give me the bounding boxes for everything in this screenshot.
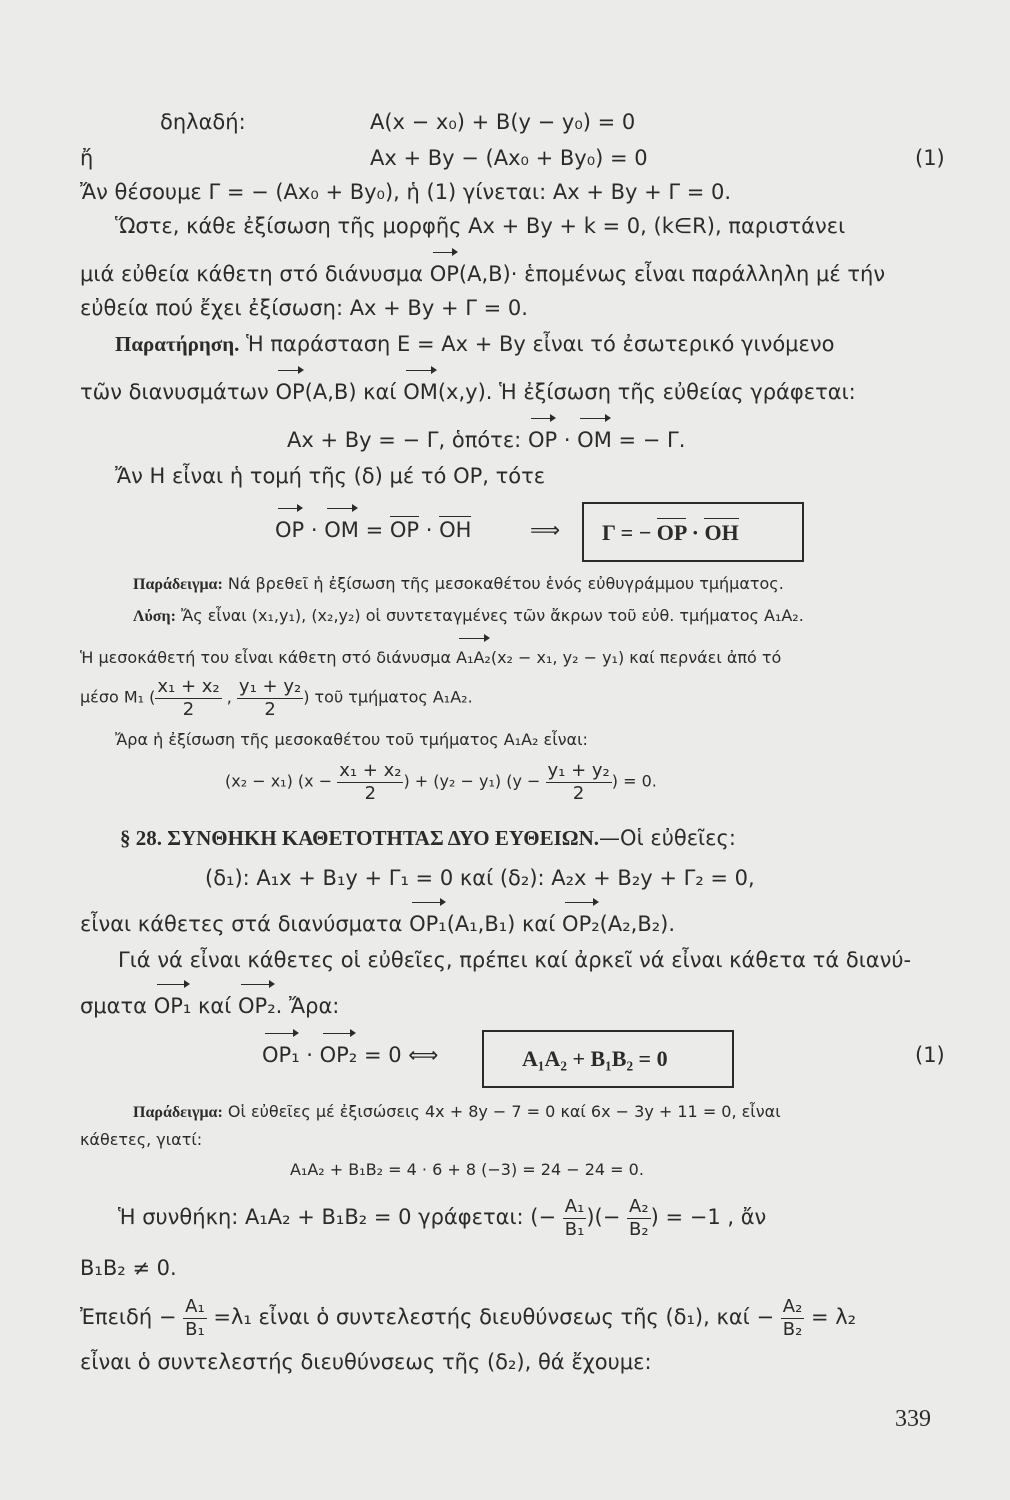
vector-op2: OP₂ [319, 1043, 358, 1067]
fraction-y-mid-den: 2 [264, 698, 276, 720]
vector-om: OM [577, 428, 612, 452]
midpoint-text-a: μέσο M₁ ( [80, 687, 156, 707]
fraction-x-bis-num: x₁ + x₂ [339, 760, 402, 781]
line-1-equation: A(x − x₀) + B(y − y₀) = 0 [370, 110, 636, 134]
result-box-1-text [602, 520, 739, 546]
cond-text-a: Ἡ συνθήκη: A₁A₂ + B₁B₂ = 0 γράφεται: (− [118, 1205, 563, 1230]
box-1-dot: · [686, 520, 705, 545]
line-1-label: δηλαδή: [160, 110, 246, 134]
perpendicular-vectors-line [80, 912, 675, 937]
line-2-label: ἤ [80, 146, 94, 170]
fraction-slope-2 [781, 1296, 805, 1340]
solution-line-2-text-a: Ἡ μεσοκάθετή του εἶναι κάθετη στό διάνυσμα [80, 648, 457, 667]
vector-op1: OP₁ [262, 1043, 300, 1067]
vector-op1: OP₁ [153, 994, 192, 1018]
line-2-equation: Ax + By − (Ax₀ + By₀) = 0 [370, 146, 648, 170]
bisector-text-a: (x₂ − x₁) (x − [225, 771, 338, 791]
fraction-x-mid-den: 2 [182, 698, 195, 720]
section-heading: § 28. ΣΥΝΘΗΚΗ ΚΑΘΕΤΟΤΗΤΑΣ ΔΥΟ ΕΥΘΕΙΩΝ. [120, 826, 600, 850]
fraction-slope-1-num: A₁ [183, 1296, 207, 1319]
example-2-line [133, 1102, 781, 1122]
box-segment-oh: OH [704, 520, 739, 545]
segment-oh: OH [439, 518, 472, 542]
lines-equations: (δ₁): A₁x + B₁y + Γ₁ = 0 καί (δ₂): A₂x + B₂y + Γ₂ = 0, [205, 866, 755, 890]
fraction-x-bis [337, 760, 403, 804]
fraction-x-bis-den: 2 [364, 782, 377, 804]
line-11 [275, 518, 471, 543]
example-2-calc: A₁A₂ + B₁B₂ = 4 · 6 + 8 (−3) = 24 − 24 = 0. [290, 1160, 644, 1179]
bisector-equation [225, 760, 657, 804]
dp-dot: · [299, 1043, 320, 1067]
fraction-y-bis-den: 2 [572, 782, 585, 804]
line-9-dot: · [557, 428, 578, 452]
slope-text-c: = λ₂ [804, 1305, 857, 1330]
line-8-text-c: (x,y). Ἡ ἐξίσωση τῆς εὐθείας γράφεται: [437, 380, 856, 404]
vector-op1: OP₁ [409, 912, 447, 936]
line-9-text-c: = − Γ. [611, 428, 686, 452]
vector-op: OP [275, 518, 305, 542]
vector-om: OM [403, 380, 438, 404]
dot-product-line [262, 1043, 438, 1068]
line-4: Ὥστε, κάθε ἐξίσωση τῆς μορφῆς Ax + By + k = 0, (k∈R), παριστάνει [115, 214, 846, 238]
midpoint-sep: , [221, 687, 237, 707]
result-box-2 [482, 1030, 734, 1088]
remark-heading: Παρατήρηση. [115, 332, 240, 356]
solution-line-2 [80, 648, 781, 667]
perp-text-c: (A₂,B₂). [599, 912, 676, 936]
solution-line [133, 606, 804, 626]
vt-text-a: σματα [80, 994, 154, 1018]
fraction-y-mid [237, 676, 303, 720]
line-5 [80, 262, 885, 287]
fraction-a2-b2-den: B₂ [629, 1218, 649, 1240]
vt-text-c: . Ἄρα: [275, 994, 340, 1018]
midpoint-text-b: ) τοῦ τμήματος A₁A₂. [303, 687, 473, 707]
solution-line-2-text-b: (x₂ − x₁, y₂ − y₁) καί περνάει ἀπό τό [490, 648, 782, 667]
line-10: Ἄν H εἶναι ἡ τομή τῆς (δ) μέ τό OP, τότε [115, 464, 546, 488]
example-1-heading: Παράδειγμα: [133, 576, 223, 593]
vector-om: OM [324, 518, 359, 542]
condition-line-2: B₁B₂ ≠ 0. [80, 1256, 177, 1280]
solution-text: Ἄς εἶναι (x₁,y₁), (x₂,y₂) οἱ συντεταγμένες τῶν ἄκρων τοῦ εὐθ. τμήματος A₁A₂. [175, 606, 804, 625]
example-1-text: Νά βρεθεῖ ἡ ἐξίσωση τῆς μεσοκαθέτου ἑνός εὐθυγράμμου τμήματος. [222, 574, 784, 593]
vector-op: OP [527, 428, 558, 452]
fraction-a2-b2 [627, 1196, 651, 1240]
bisector-text-c: ) = 0. [611, 771, 657, 791]
fraction-x-mid-num: x₁ + x₂ [157, 676, 220, 697]
page-number: 339 [895, 1406, 931, 1432]
line-5-text-b: (A,B)· ἑπομένως εἶναι παράλληλη μέ τήν [458, 262, 886, 286]
condition-line [118, 1196, 766, 1240]
vector-op2: OP₂ [238, 994, 276, 1018]
line-9 [287, 428, 685, 453]
result-box-1 [582, 502, 804, 562]
slope-text-a: Ἐπειδή − [80, 1305, 184, 1330]
fraction-y-mid-num: y₁ + y₂ [238, 676, 302, 697]
cond-text-c: ) = −1 , ἄν [650, 1205, 767, 1230]
section-heading-line [120, 826, 736, 851]
line-8-text-a: τῶν διανυσμάτων [80, 380, 276, 404]
perp-text-a: εἶναι κάθετες στά διανύσματα [80, 912, 410, 936]
midpoint-line [80, 676, 473, 720]
fraction-a2-b2-num: A₂ [627, 1196, 651, 1219]
section-heading-rest: —Οἱ εὐθεῖες: [599, 826, 736, 850]
segment-op: OP [389, 518, 420, 542]
line-8-text-b: (A,B) καί [304, 380, 404, 404]
vectors-therefore-line [80, 994, 339, 1019]
remark-text: Ἡ παράσταση E = Ax + By εἶναι τό ἐσωτερικό γινόμενο [239, 332, 835, 356]
slope-line [80, 1296, 856, 1340]
perp-text-b: (A₁,B₁) καί [446, 912, 563, 936]
line-11-dot-2: · [419, 518, 440, 542]
cond-text-b: )(− [586, 1205, 628, 1230]
slope-text-b: =λ₁ εἶναι ὁ συντελεστής διευθύνσεως τῆς (δ₁), καί − [206, 1305, 781, 1330]
box-segment-op: OP [656, 520, 687, 545]
equation-number-2: (1) [915, 1043, 945, 1067]
line-8 [80, 380, 856, 405]
fraction-y-bis-num: y₁ + y₂ [547, 760, 610, 781]
remark-line [115, 332, 834, 357]
example-2-line-2: κάθετες, γιατί: [80, 1130, 203, 1149]
vector-op2: OP₂ [562, 912, 600, 936]
implies-arrow: ⟹ [530, 518, 561, 542]
solution-heading: Λύση: [133, 608, 176, 625]
example-1-line [133, 574, 784, 594]
fraction-slope-1 [183, 1296, 207, 1340]
box-1-text-a: Γ = − [602, 520, 657, 545]
line-11-equals: = [358, 518, 390, 542]
dp-equiv: = 0 ⟺ [357, 1043, 439, 1067]
fraction-slope-1-den: B₁ [185, 1318, 205, 1340]
vector-op: OP [275, 380, 305, 404]
fraction-y-bis [546, 760, 612, 804]
example-2-heading: Παράδειγμα: [133, 1104, 223, 1121]
line-11-dot: · [304, 518, 325, 542]
example-2-text: Οἱ εὐθεῖες μέ ἐξισώσεις 4x + 8y − 7 = 0 καί 6x − 3y + 11 = 0, εἶναι [222, 1102, 781, 1121]
solution-line-3: Ἄρα ἡ ἐξίσωση τῆς μεσοκαθέτου τοῦ τμήματος A₁A₂ εἶναι: [115, 730, 588, 749]
condition-text-line: Γιά νά εἶναι κάθετες οἱ εὐθεῖες, πρέπει καί ἀρκεῖ νά εἶναι κάθετα τά διανύ- [118, 948, 912, 972]
fraction-slope-2-num: A₂ [781, 1296, 805, 1319]
line-9-text-a: Ax + By = − Γ, ὁπότε: [287, 428, 528, 452]
vector-op: OP [429, 262, 459, 286]
bisector-text-b: ) + (y₂ − y₁) (y − [403, 771, 546, 791]
vector-a1a2: A₁A₂ [456, 648, 491, 667]
fraction-x-mid [155, 676, 221, 720]
fraction-a1-b1-den: B₁ [564, 1218, 585, 1240]
line-6: εὐθεία πού ἔχει ἐξίσωση: Ax + By + Γ = 0. [80, 296, 528, 320]
equation-number: (1) [915, 146, 945, 170]
line-5-text-a: μιά εὐθεία κάθετη στό διάνυσμα [80, 262, 430, 286]
fraction-a1-b1 [563, 1196, 587, 1240]
fraction-a1-b1-num: A₁ [563, 1196, 587, 1219]
line-3: Ἄν θέσουμε Γ = − (Ax₀ + By₀), ἡ (1) γίνεται: Ax + By + Γ = 0. [80, 180, 732, 204]
result-box-2-text: A₁A₂ + B₁B₂ = 0 [522, 1046, 668, 1071]
slope-line-2: εἶναι ὁ συντελεστής διευθύνσεως τῆς (δ₂), θά ἔχουμε: [80, 1350, 652, 1374]
fraction-slope-2-den: B₂ [782, 1318, 803, 1340]
vt-text-b: καί [191, 994, 238, 1018]
